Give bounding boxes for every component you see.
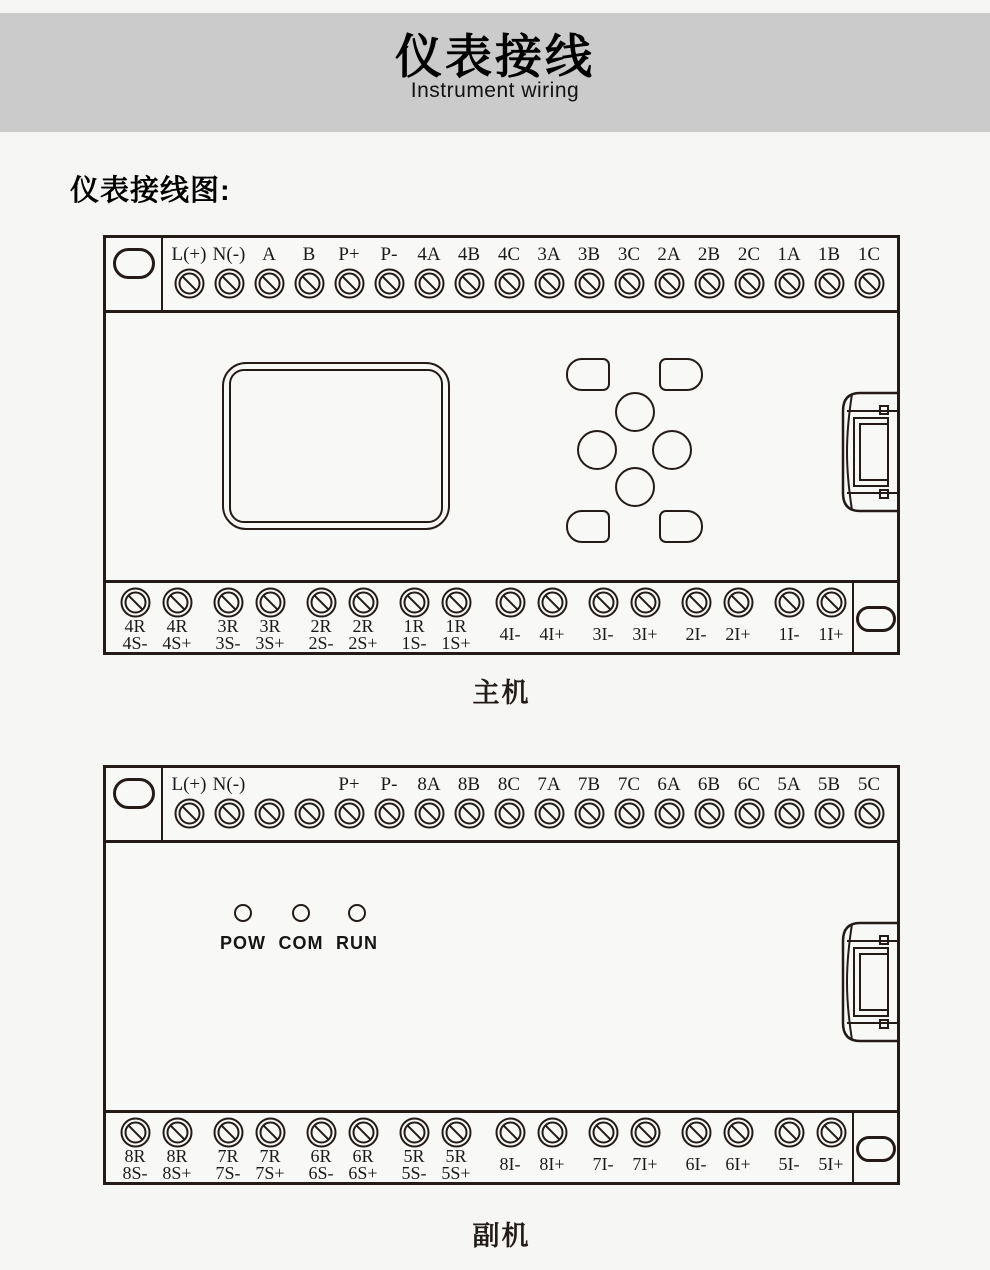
terminal-label: N(-) — [212, 244, 246, 265]
screw-terminal-icon — [306, 587, 337, 618]
terminal-label: 3S- — [215, 633, 241, 653]
screw-terminal-icon — [441, 587, 472, 618]
terminal-label: 3I- — [592, 624, 614, 644]
screw-terminal-icon — [120, 587, 151, 618]
screw-terminal-icon — [348, 1117, 379, 1148]
terminal-label: 5R — [445, 1146, 467, 1166]
terminal — [409, 772, 449, 840]
corner-cell — [106, 768, 163, 840]
terminal-label: 5B — [817, 774, 841, 795]
screw-terminal-icon — [414, 798, 445, 829]
screw-terminal-icon — [814, 798, 845, 829]
terminal — [393, 587, 435, 655]
terminal-label: 5I- — [778, 1154, 800, 1174]
terminal — [435, 1117, 477, 1185]
terminal-label: N(-) — [212, 774, 246, 795]
terminal — [249, 1117, 291, 1185]
mounting-slot-icon — [113, 778, 155, 809]
screw-terminal-icon — [214, 268, 245, 299]
sub-bottom-terminals — [106, 1113, 852, 1185]
screw-terminal-icon — [854, 798, 885, 829]
terminal-label: 7C — [617, 774, 641, 795]
terminal-label: 1R — [445, 616, 467, 636]
terminal-label: B — [302, 244, 316, 265]
terminal-label: L(+) — [171, 774, 207, 795]
terminal-label: 1S- — [401, 633, 427, 653]
terminal — [624, 587, 666, 655]
led-icon — [292, 904, 310, 922]
terminal-label: 5S- — [401, 1163, 427, 1183]
terminal — [768, 587, 810, 655]
terminal — [689, 772, 729, 840]
terminal — [329, 772, 369, 840]
terminal-label: 6C — [737, 774, 761, 795]
terminal-label: 6I+ — [725, 1154, 751, 1174]
terminal-label: 8I- — [499, 1154, 521, 1174]
screw-terminal-icon — [816, 1117, 847, 1148]
screw-terminal-icon — [495, 587, 526, 618]
led-pow — [211, 904, 275, 954]
main-unit-caption: 主机 — [472, 678, 531, 708]
screw-terminal-icon — [348, 587, 379, 618]
terminal — [249, 242, 289, 310]
terminal — [529, 242, 569, 310]
corner-cell — [852, 583, 897, 655]
screw-terminal-icon — [214, 798, 245, 829]
terminal-label: 8R — [124, 1146, 146, 1166]
terminal — [769, 772, 809, 840]
terminal — [156, 1117, 198, 1185]
terminal-label: 1C — [857, 244, 881, 265]
terminal-label: 2A — [657, 244, 681, 265]
screw-terminal-icon — [306, 1117, 337, 1148]
terminal-label: 7B — [577, 774, 601, 795]
terminal — [156, 587, 198, 655]
terminal-label: 2R — [352, 616, 374, 636]
terminal-label: 3B — [577, 244, 601, 265]
led-icon — [234, 904, 252, 922]
terminal-label: 8A — [417, 774, 441, 795]
terminal-label: 5I+ — [818, 1154, 844, 1174]
terminal — [609, 242, 649, 310]
terminal — [624, 1117, 666, 1185]
screw-terminal-icon — [494, 268, 525, 299]
terminal — [809, 242, 849, 310]
screw-terminal-icon — [213, 587, 244, 618]
terminal — [529, 772, 569, 840]
terminal — [849, 772, 889, 840]
led-icon — [348, 904, 366, 922]
screw-terminal-icon — [630, 587, 661, 618]
terminal-label: 3R — [259, 616, 281, 636]
terminal-label: 7R — [259, 1146, 281, 1166]
terminal-label: 6B — [697, 774, 721, 795]
terminal-label: 1I- — [778, 624, 800, 644]
terminal — [449, 772, 489, 840]
terminal — [393, 1117, 435, 1185]
display-screen-inner — [229, 369, 443, 523]
main-bottom-terminal-strip — [106, 580, 897, 655]
screw-terminal-icon — [574, 798, 605, 829]
keypad-button-top-right — [659, 358, 703, 391]
keypad-button-left — [577, 430, 617, 470]
terminal-label: P- — [380, 244, 398, 265]
terminal-label: 6A — [657, 774, 681, 795]
terminal — [489, 772, 529, 840]
screw-terminal-icon — [534, 268, 565, 299]
screw-terminal-icon — [654, 798, 685, 829]
screw-terminal-icon — [174, 268, 205, 299]
screw-terminal-icon — [614, 798, 645, 829]
sub-unit-caption: 副机 — [472, 1221, 531, 1251]
screw-terminal-icon — [774, 268, 805, 299]
terminal-label: 3A — [537, 244, 561, 265]
input-terminal-group — [489, 587, 852, 655]
terminal-label: 5A — [777, 774, 801, 795]
terminal-label: 4I+ — [539, 624, 565, 644]
terminal-label: 4C — [497, 244, 521, 265]
terminal-label: 7S- — [215, 1163, 241, 1183]
page-title: 仪表接线 — [395, 30, 595, 83]
terminal-label: 6S+ — [348, 1163, 378, 1183]
screw-terminal-icon — [734, 798, 765, 829]
corner-cell — [106, 238, 163, 310]
screw-terminal-icon — [495, 1117, 526, 1148]
terminal-label: 7I- — [592, 1154, 614, 1174]
screw-terminal-icon — [630, 1117, 661, 1148]
terminal-label: P+ — [338, 774, 360, 795]
terminal — [207, 587, 249, 655]
terminal — [249, 587, 291, 655]
main-bottom-terminals — [106, 583, 852, 655]
led-run — [325, 904, 389, 954]
terminal — [675, 587, 717, 655]
screw-terminal-icon — [723, 587, 754, 618]
screw-terminal-icon — [399, 587, 430, 618]
terminal — [114, 587, 156, 655]
terminal-label: 6I- — [685, 1154, 707, 1174]
relay-terminal-group — [114, 587, 477, 655]
keypad-button-right — [652, 430, 692, 470]
terminal — [289, 772, 329, 840]
screw-terminal-icon — [254, 268, 285, 299]
terminal-label: 6S- — [308, 1163, 334, 1183]
terminal — [169, 772, 209, 840]
screw-terminal-icon — [254, 798, 285, 829]
terminal-label: 4S+ — [162, 633, 192, 653]
screw-terminal-icon — [414, 268, 445, 299]
main-unit-diagram — [103, 235, 900, 655]
screw-terminal-icon — [294, 268, 325, 299]
side-connector-icon — [840, 391, 897, 513]
keypad-button-bottom-left — [566, 510, 610, 543]
terminal — [689, 242, 729, 310]
terminal-label: 4S- — [122, 633, 148, 653]
screw-terminal-icon — [814, 268, 845, 299]
terminal-label: 8I+ — [539, 1154, 565, 1174]
terminal-label: 8C — [497, 774, 521, 795]
screw-terminal-icon — [537, 1117, 568, 1148]
terminal — [300, 587, 342, 655]
relay-terminal-group — [114, 1117, 477, 1185]
sub-top-terminals — [163, 768, 897, 840]
terminal — [729, 772, 769, 840]
screw-terminal-icon — [174, 798, 205, 829]
terminal-label: 5C — [857, 774, 881, 795]
terminal — [209, 772, 249, 840]
sub-bottom-terminal-strip — [106, 1110, 897, 1185]
terminal-label: 3I+ — [632, 624, 658, 644]
terminal-label: 2S- — [308, 633, 334, 653]
screw-terminal-icon — [681, 587, 712, 618]
mounting-slot-icon — [113, 248, 155, 279]
section-label: 仪表接线图: — [70, 175, 231, 207]
terminal-label: 8S- — [122, 1163, 148, 1183]
terminal — [369, 242, 409, 310]
screw-terminal-icon — [614, 268, 645, 299]
main-top-terminals — [163, 238, 897, 310]
terminal — [675, 1117, 717, 1185]
terminal-label: 1S+ — [441, 633, 471, 653]
terminal — [582, 1117, 624, 1185]
screw-terminal-icon — [399, 1117, 430, 1148]
terminal — [609, 772, 649, 840]
terminal — [649, 242, 689, 310]
screw-terminal-icon — [534, 798, 565, 829]
main-front-panel — [106, 313, 897, 580]
screw-terminal-icon — [774, 798, 805, 829]
terminal — [769, 242, 809, 310]
screw-terminal-icon — [374, 268, 405, 299]
terminal-label: 1I+ — [818, 624, 844, 644]
screw-terminal-icon — [255, 1117, 286, 1148]
terminal-label: 1A — [777, 244, 801, 265]
terminal — [569, 772, 609, 840]
screw-terminal-icon — [294, 798, 325, 829]
screw-terminal-icon — [162, 1117, 193, 1148]
terminal — [249, 772, 289, 840]
terminal — [209, 242, 249, 310]
screw-terminal-icon — [255, 587, 286, 618]
terminal-label: 3S+ — [255, 633, 285, 653]
terminal — [300, 1117, 342, 1185]
terminal-label: 5R — [403, 1146, 425, 1166]
screw-terminal-icon — [774, 587, 805, 618]
terminal-label: 2C — [737, 244, 761, 265]
terminal — [409, 242, 449, 310]
screw-terminal-icon — [494, 798, 525, 829]
page-header — [0, 13, 990, 132]
screw-terminal-icon — [334, 268, 365, 299]
terminal — [289, 242, 329, 310]
screw-terminal-icon — [213, 1117, 244, 1148]
mounting-slot-icon — [856, 1136, 896, 1162]
keypad-button-up — [615, 392, 655, 432]
terminal-label: 6R — [310, 1146, 332, 1166]
terminal — [810, 587, 852, 655]
sub-front-panel — [106, 843, 897, 1110]
main-top-terminal-strip — [106, 238, 897, 313]
terminal-label: 3C — [617, 244, 641, 265]
terminal-label: 8S+ — [162, 1163, 192, 1183]
mounting-slot-icon — [856, 606, 896, 632]
terminal — [435, 587, 477, 655]
terminal-label: 3R — [217, 616, 239, 636]
terminal-label: 4R — [166, 616, 188, 636]
screw-terminal-icon — [694, 798, 725, 829]
screw-terminal-icon — [537, 587, 568, 618]
input-terminal-group — [489, 1117, 852, 1185]
terminal-label: 2I- — [685, 624, 707, 644]
terminal — [329, 242, 369, 310]
terminal-label: 2I+ — [725, 624, 751, 644]
terminal — [569, 242, 609, 310]
terminal — [531, 1117, 573, 1185]
terminal-label: 1R — [403, 616, 425, 636]
terminal-label: 7A — [537, 774, 561, 795]
terminal — [649, 772, 689, 840]
terminal — [489, 242, 529, 310]
screw-terminal-icon — [454, 268, 485, 299]
terminal — [768, 1117, 810, 1185]
sub-top-terminal-strip — [106, 768, 897, 843]
terminal-label: 2R — [310, 616, 332, 636]
screw-terminal-icon — [334, 798, 365, 829]
screw-terminal-icon — [681, 1117, 712, 1148]
terminal — [207, 1117, 249, 1185]
terminal-label: 7S+ — [255, 1163, 285, 1183]
terminal — [849, 242, 889, 310]
terminal — [582, 587, 624, 655]
screw-terminal-icon — [816, 587, 847, 618]
terminal-label: 2S+ — [348, 633, 378, 653]
terminal-label: L(+) — [171, 244, 207, 265]
keypad-button-bottom-right — [659, 510, 703, 543]
terminal — [489, 587, 531, 655]
terminal — [717, 587, 759, 655]
screw-terminal-icon — [441, 1117, 472, 1148]
keypad-button-top-left — [566, 358, 610, 391]
terminal — [729, 242, 769, 310]
terminal-label: P- — [380, 774, 398, 795]
terminal-label: 4I- — [499, 624, 521, 644]
keypad-button-down — [615, 467, 655, 507]
terminal-label: 6R — [352, 1146, 374, 1166]
terminal — [809, 772, 849, 840]
terminal-label: A — [262, 244, 276, 265]
led-label: RUN — [336, 933, 378, 953]
terminal-label: 1B — [817, 244, 841, 265]
side-connector-icon — [840, 921, 897, 1043]
screw-terminal-icon — [774, 1117, 805, 1148]
screw-terminal-icon — [588, 587, 619, 618]
terminal-label: P+ — [338, 244, 360, 265]
screw-terminal-icon — [574, 268, 605, 299]
terminal-label: 8R — [166, 1146, 188, 1166]
terminal — [369, 772, 409, 840]
terminal-label: 4B — [457, 244, 481, 265]
page-subtitle: Instrument wiring — [410, 78, 580, 102]
terminal — [449, 242, 489, 310]
screw-terminal-icon — [854, 268, 885, 299]
led-com — [269, 904, 333, 954]
terminal-label: 7I+ — [632, 1154, 658, 1174]
terminal-label: 2B — [697, 244, 721, 265]
terminal — [531, 587, 573, 655]
terminal-label: 4A — [417, 244, 441, 265]
screw-terminal-icon — [694, 268, 725, 299]
screw-terminal-icon — [454, 798, 485, 829]
screw-terminal-icon — [654, 268, 685, 299]
terminal — [169, 242, 209, 310]
screw-terminal-icon — [588, 1117, 619, 1148]
terminal — [114, 1117, 156, 1185]
display-screen — [222, 362, 450, 530]
terminal-label: 4R — [124, 616, 146, 636]
terminal — [342, 587, 384, 655]
screw-terminal-icon — [734, 268, 765, 299]
terminal-label: 8B — [457, 774, 481, 795]
screw-terminal-icon — [162, 587, 193, 618]
led-label: COM — [278, 933, 324, 953]
screw-terminal-icon — [723, 1117, 754, 1148]
sub-unit-diagram — [103, 765, 900, 1185]
screw-terminal-icon — [120, 1117, 151, 1148]
terminal — [342, 1117, 384, 1185]
led-label: POW — [220, 933, 266, 953]
terminal — [489, 1117, 531, 1185]
corner-cell — [852, 1113, 897, 1185]
terminal-label: 5S+ — [441, 1163, 471, 1183]
terminal-label: 7R — [217, 1146, 239, 1166]
terminal — [810, 1117, 852, 1185]
terminal — [717, 1117, 759, 1185]
screw-terminal-icon — [374, 798, 405, 829]
